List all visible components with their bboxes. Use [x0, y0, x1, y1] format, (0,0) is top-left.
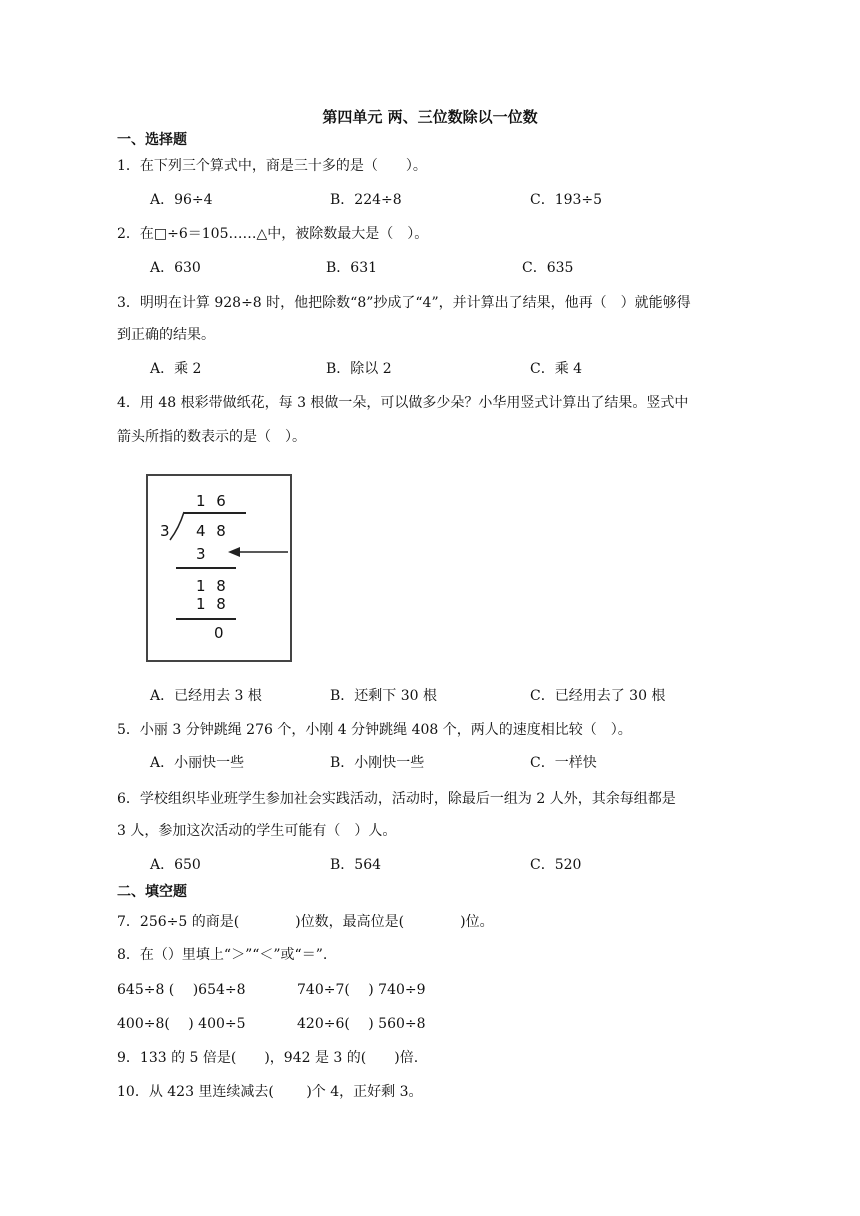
subtrahend-1: 3: [196, 545, 209, 563]
q8-compare-3: 400÷8( ) 400÷5: [117, 1016, 246, 1032]
q5-option-b: B．小刚快一些: [330, 755, 425, 771]
question-9: 9．133 的 5 倍是( )，942 是 3 的( )倍.: [117, 1050, 419, 1066]
q6-option-b: B．564: [330, 857, 382, 873]
q6-option-c: C．520: [530, 857, 582, 873]
q3-option-c: C．乘 4: [530, 361, 583, 377]
question-1: 1．在下列三个算式中，商是三十多的是（ ）。: [117, 158, 427, 174]
divisor: 3: [160, 522, 173, 540]
section-heading-choice: 一、选择题: [117, 132, 187, 148]
question-2: 2．在□÷6＝105……△中，被除数最大是（ ）。: [117, 226, 429, 242]
section-heading-fill: 二、填空题: [117, 884, 187, 900]
question-4-line1: 4．用 48 根彩带做纸花，每 3 根做一朵，可以做多少朵？小华用竖式计算出了结果。竖式中: [117, 395, 689, 411]
dividend: 4 8: [196, 522, 229, 540]
subtrahend-2: 1 8: [196, 595, 229, 613]
q1-option-b: B．224÷8: [330, 192, 402, 208]
q2-option-b: B．631: [326, 260, 378, 276]
q6-option-a: A．650: [150, 857, 201, 873]
q1-option-a: A．96÷4: [150, 192, 213, 208]
question-6-line1: 6．学校组织毕业班学生参加社会实践活动，活动时，除最后一组为 2 人外，其余每组都是: [117, 791, 676, 807]
question-10: 10．从 423 里连续减去( )个 4，正好剩 3。: [117, 1084, 423, 1100]
long-division-figure: [146, 474, 292, 662]
q4-option-c: C．已经用去了 30 根: [530, 688, 666, 704]
question-3-line1: 3．明明在计算 928÷8 时，他把除数“8”抄成了“4”，并计算出了结果，他再（ ）就能够得: [117, 295, 691, 311]
question-7: 7．256÷5 的商是( )位数，最高位是( )位。: [117, 914, 494, 930]
q8-compare-4: 420÷6( ) 560÷8: [297, 1016, 426, 1032]
q2-option-a: A．630: [150, 260, 201, 276]
q8-compare-1: 645÷8 ( )654÷8: [117, 982, 246, 998]
q5-option-a: A．小丽快一些: [150, 755, 245, 771]
question-6-line2: 3 人，参加这次活动的学生可能有（ ）人。: [117, 823, 397, 839]
q3-option-b: B．除以 2: [326, 361, 392, 377]
subtraction-line-1: [176, 567, 236, 569]
q4-option-b: B．还剩下 30 根: [330, 688, 438, 704]
q8-compare-2: 740÷7( ) 740÷9: [297, 982, 426, 998]
question-5: 5．小丽 3 分钟跳绳 276 个，小刚 4 分钟跳绳 408 个，两人的速度相比较（ ）。: [117, 722, 632, 738]
quotient: 1 6: [196, 492, 229, 510]
q4-option-a: A．已经用去 3 根: [150, 688, 262, 704]
q2-option-c: C．635: [522, 260, 574, 276]
subtraction-line-2: [176, 618, 236, 620]
question-4-line2: 箭头所指的数表示的是（ ）。: [117, 429, 306, 445]
q1-option-c: C．193÷5: [530, 192, 603, 208]
q5-option-c: C．一样快: [530, 755, 597, 771]
q3-option-a: A．乘 2: [150, 361, 202, 377]
remainder-1: 1 8: [196, 577, 229, 595]
question-3-line2: 到正确的结果。: [117, 327, 215, 343]
page-title: 第四单元 两、三位数除以一位数: [322, 108, 538, 126]
question-8: 8．在（）里填上“＞”“＜”或“＝”.: [117, 947, 328, 963]
final-remainder: 0: [214, 624, 227, 642]
